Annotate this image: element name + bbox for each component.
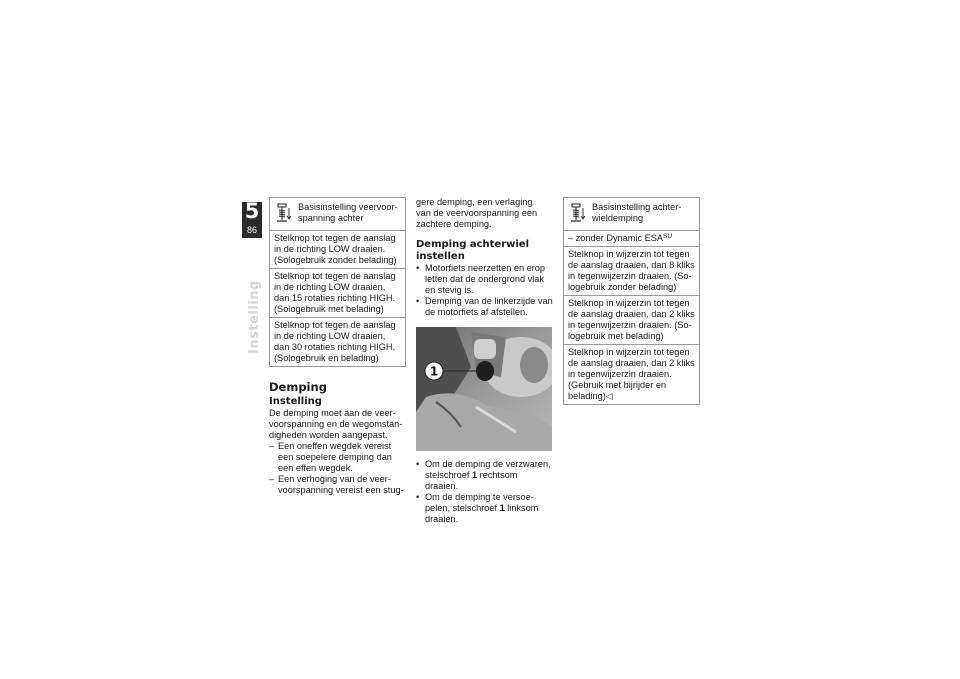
- row-line: (Sologebruik zonder belading): [274, 255, 397, 265]
- list-line: voorspanning vereist een stug-: [278, 485, 404, 495]
- list-line: een effen wegdek.: [278, 463, 353, 473]
- list-line: draaien.: [425, 514, 459, 524]
- row-line: Stelknop tot tegen de aanslag: [274, 233, 396, 243]
- row-line: de aanslag draaien, dan 2 kliks: [568, 358, 695, 368]
- row-line: logebruik zonder belading): [568, 282, 677, 292]
- list-line: • Demping van de linkerzijde van: [425, 296, 553, 306]
- callout-ref: 1: [471, 470, 478, 480]
- column-1: [269, 197, 406, 496]
- list-line: – Een oneffen wegdek vereist: [278, 441, 392, 451]
- text-span: rechtsom draaien.: [425, 470, 518, 491]
- row-line: Stelknop in wijzerzin tot tegen: [568, 347, 690, 357]
- note-superscript: SU: [663, 233, 673, 240]
- row-line: Stelknop in wijzerzin tot tegen: [568, 249, 690, 259]
- row-line: (Sologebruik met belading): [274, 304, 384, 314]
- list-line: letten dat de ondergrond vlak: [425, 274, 545, 284]
- bullet-list: [416, 459, 553, 525]
- list-line: • Motorfiets neerzetten en erop: [425, 263, 546, 273]
- table-row: [564, 344, 699, 404]
- list-item: [416, 296, 553, 318]
- damper-adjuster-photo: [416, 327, 552, 451]
- row-line: in de richting LOW draaien,: [274, 331, 386, 341]
- note-text: zonder Dynamic ESA: [575, 233, 663, 243]
- table-row: [270, 317, 405, 366]
- table-header-text: Basisinstelling veervoor- spanning achter: [298, 202, 398, 223]
- paragraph-line: De demping moet aan de veer-: [269, 408, 396, 418]
- dash-list: [269, 441, 406, 496]
- note-line: – zonder Dynamic $ESA^{SU}$: [568, 233, 673, 243]
- rear-damping-table: [563, 197, 700, 405]
- text-span: pelen, stelschroef: [425, 503, 500, 513]
- paragraph-line: digheden worden aangepast.: [269, 430, 388, 440]
- page-number: 86: [246, 225, 257, 235]
- row-line: Stelknop tot tegen de aanslag: [274, 320, 396, 330]
- section-heading-line: Demping achterwiel: [416, 239, 530, 250]
- list-item: [269, 441, 406, 474]
- table-row: [270, 230, 405, 268]
- callout-ref: 1: [499, 503, 505, 513]
- row-line: in tegenwijzerzin draaien. (So-: [568, 271, 692, 281]
- spring-adjust-icon: [274, 202, 294, 224]
- list-line: [425, 470, 553, 492]
- row-line: in de richting LOW draaien.: [274, 244, 386, 254]
- list-line: [425, 503, 553, 514]
- section-heading: Demping: [269, 380, 327, 394]
- list-line: een soepelere demping dan: [278, 452, 392, 462]
- row-line: in tegenwijzerzin draaien.: [568, 369, 672, 379]
- subsection-heading: Instelling: [269, 396, 322, 407]
- paragraph-line: gere demping, een verlaging: [416, 197, 533, 207]
- row-line: Stelknop tot tegen de aanslag: [274, 271, 396, 281]
- row-line: de aanslag draaien, dan 8 kliks: [568, 260, 695, 270]
- bullet-list: [416, 263, 553, 318]
- paragraph-line: voorspanning en de wegomstan-: [269, 419, 403, 429]
- row-line: belading)◁: [568, 391, 613, 401]
- list-line: – Een verhoging van de veer-: [278, 474, 391, 484]
- list-line: de motorfiets af afstellen.: [425, 307, 528, 317]
- table-header: [564, 198, 699, 230]
- row-line: Stelknop in wijzerzin tot tegen: [568, 298, 690, 308]
- text-span: linksom: [504, 503, 539, 513]
- table-header: [270, 198, 405, 230]
- row-line: dan 15 rotaties richting HIGH.: [274, 293, 396, 303]
- row-line: (Gebruik met bijrijder en: [568, 380, 667, 390]
- list-item: [269, 474, 406, 496]
- row-line: de aanslag draaien, dan 2 kliks: [568, 309, 695, 319]
- paragraph-line: van de veervoorspanning een: [416, 208, 538, 218]
- row-line: in tegenwijzerzin draaien. (So-: [568, 320, 692, 330]
- list-line: en stevig is.: [425, 285, 474, 295]
- photo-callout: 1: [429, 364, 439, 379]
- table-row: [564, 246, 699, 295]
- table-row: [564, 295, 699, 344]
- section-heading-line: instellen: [416, 251, 465, 262]
- row-line: dan 30 rotaties richting HIGH.: [274, 342, 396, 352]
- table-note: [564, 230, 699, 246]
- list-item: [416, 492, 553, 525]
- table-header-text: Basisinstelling achter- wieldemping: [592, 202, 682, 223]
- list-line: • Om de demping de verzwaren,: [425, 459, 551, 469]
- row-line: logebruik met belading): [568, 331, 664, 341]
- chapter-number: 5: [244, 199, 260, 223]
- column-2: [416, 197, 553, 525]
- spring-preload-table: [269, 197, 406, 367]
- paragraph-line: zachtere demping.: [416, 219, 492, 229]
- row-line: (Sologebruik en belading): [274, 353, 379, 363]
- text-span: stelschroef: [425, 470, 472, 480]
- table-row: [270, 268, 405, 317]
- list-item: [416, 263, 553, 296]
- damper-adjust-icon: [568, 202, 588, 224]
- list-line: • Om de demping te versoe-: [425, 492, 534, 502]
- list-item: [416, 459, 553, 492]
- column-3: [563, 197, 700, 405]
- chapter-title: Instelling: [247, 280, 262, 354]
- row-line: in de richting LOW draaien,: [274, 282, 386, 292]
